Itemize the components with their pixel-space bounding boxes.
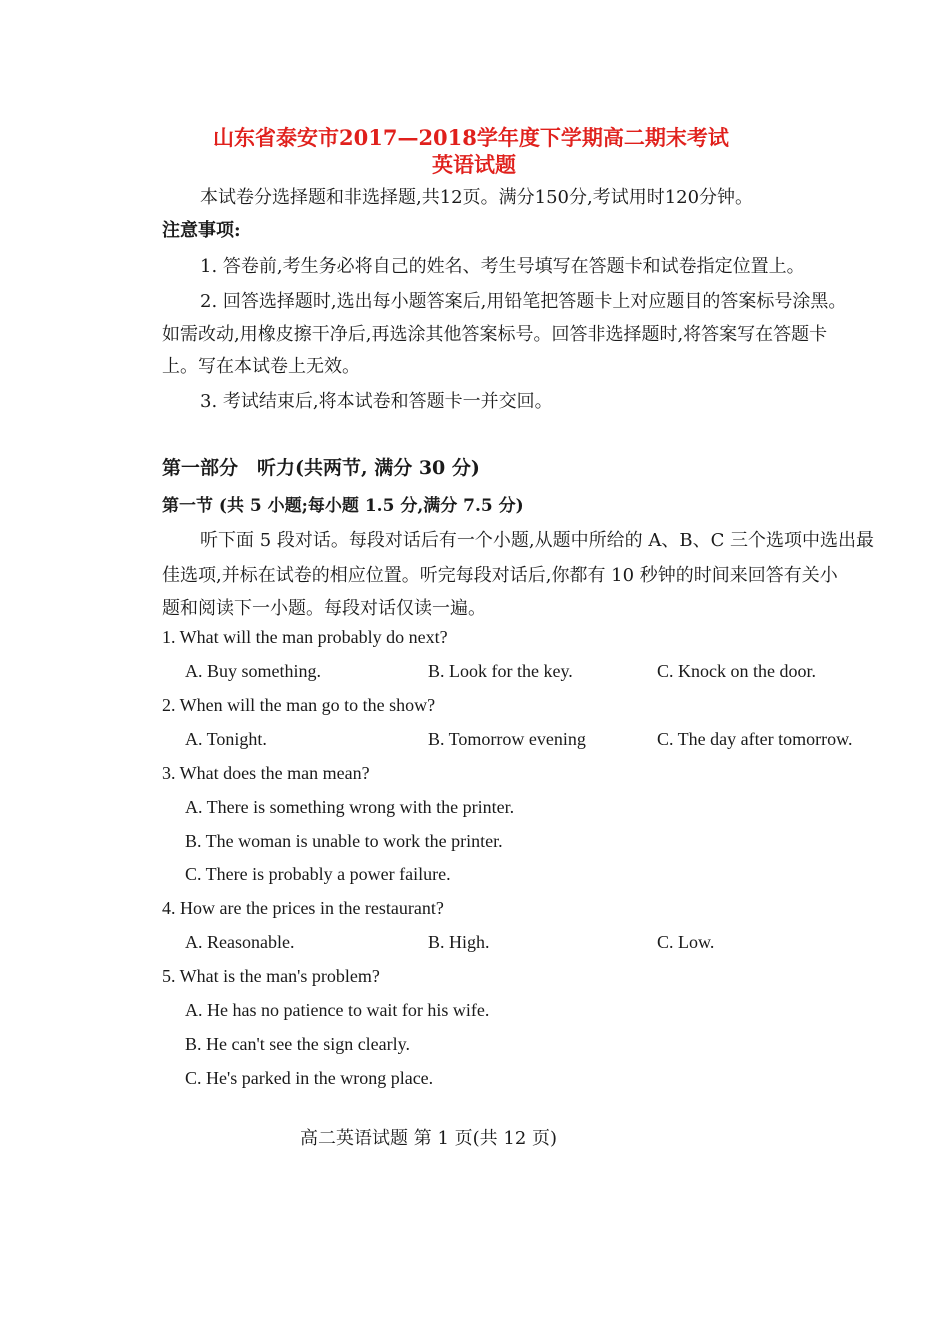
notice-label: 注意事项: xyxy=(162,220,241,241)
question-3-option-b: B. The woman is unable to work the printer. xyxy=(185,831,503,851)
exam-summary: 本试卷分选择题和非选择题,共12页。满分150分,考试用时120分钟。 xyxy=(200,187,754,208)
question-2-option-c: C. The day after tomorrow. xyxy=(657,729,853,749)
question-1-option-c: C. Knock on the door. xyxy=(657,661,816,681)
question-1-stem: 1. What will the man probably do next? xyxy=(162,627,448,647)
question-4-option-a: A. Reasonable. xyxy=(185,932,295,952)
question-1-option-b: B. Look for the key. xyxy=(428,661,573,681)
section1-heading: 第一节 (共 5 小题;每小题 1.5 分,满分 7.5 分) xyxy=(162,496,524,516)
question-5-option-a: A. He has no patience to wait for his wife. xyxy=(185,1000,490,1020)
question-4-option-b: B. High. xyxy=(428,932,490,952)
question-4-option-c: C. Low. xyxy=(657,932,715,952)
page-footer: 高二英语试题 第 1 页(共 12 页) xyxy=(300,1128,558,1149)
part1-heading: 第一部分 听力(共两节, 满分 30 分) xyxy=(162,457,480,479)
question-3-option-c: C. There is probably a power failure. xyxy=(185,864,451,884)
notice-rule-3: 3. 考试结束后,将本试卷和答题卡一并交回。 xyxy=(200,391,553,412)
notice-rule-2-line-3: 上。写在本试卷上无效。 xyxy=(162,356,360,377)
notice-rule-2-line-1: 2. 回答选择题时,选出每小题答案后,用铅笔把答题卡上对应题目的答案标号涂黑。 xyxy=(200,291,847,312)
question-5-option-c: C. He's parked in the wrong place. xyxy=(185,1068,434,1088)
question-1-option-a: A. Buy something. xyxy=(185,661,322,681)
directions-line-3: 题和阅读下一小题。每段对话仅读一遍。 xyxy=(162,598,486,619)
question-3-stem: 3. What does the man mean? xyxy=(162,763,370,783)
question-2-option-b: B. Tomorrow evening xyxy=(428,729,586,749)
question-5-stem: 5. What is the man's problem? xyxy=(162,966,380,986)
question-2-option-a: A. Tonight. xyxy=(185,729,267,749)
notice-rule-1: 1. 答卷前,考生务必将自己的姓名、考生号填写在答题卡和试卷指定位置上。 xyxy=(200,256,805,277)
exam-title: 山东省泰安市2017—2018学年度下学期高二期末考试 xyxy=(213,125,729,150)
question-4-stem: 4. How are the prices in the restaurant? xyxy=(162,898,444,918)
question-2-stem: 2. When will the man go to the show? xyxy=(162,695,436,715)
question-3-option-a: A. There is something wrong with the printer. xyxy=(185,797,515,817)
question-5-option-b: B. He can't see the sign clearly. xyxy=(185,1034,410,1054)
exam-subtitle: 英语试题 xyxy=(432,152,516,177)
directions-line-2: 佳选项,并标在试卷的相应位置。听完每段对话后,你都有 10 秒钟的时间来回答有关小 xyxy=(162,565,838,586)
directions-line-1: 听下面 5 段对话。每段对话后有一个小题,从题中所给的 A、B、C 三个选项中选出最 xyxy=(200,530,875,551)
notice-rule-2-line-2: 如需改动,用橡皮擦干净后,再选涂其他答案标号。回答非选择题时,将答案写在答题卡 xyxy=(162,324,828,345)
